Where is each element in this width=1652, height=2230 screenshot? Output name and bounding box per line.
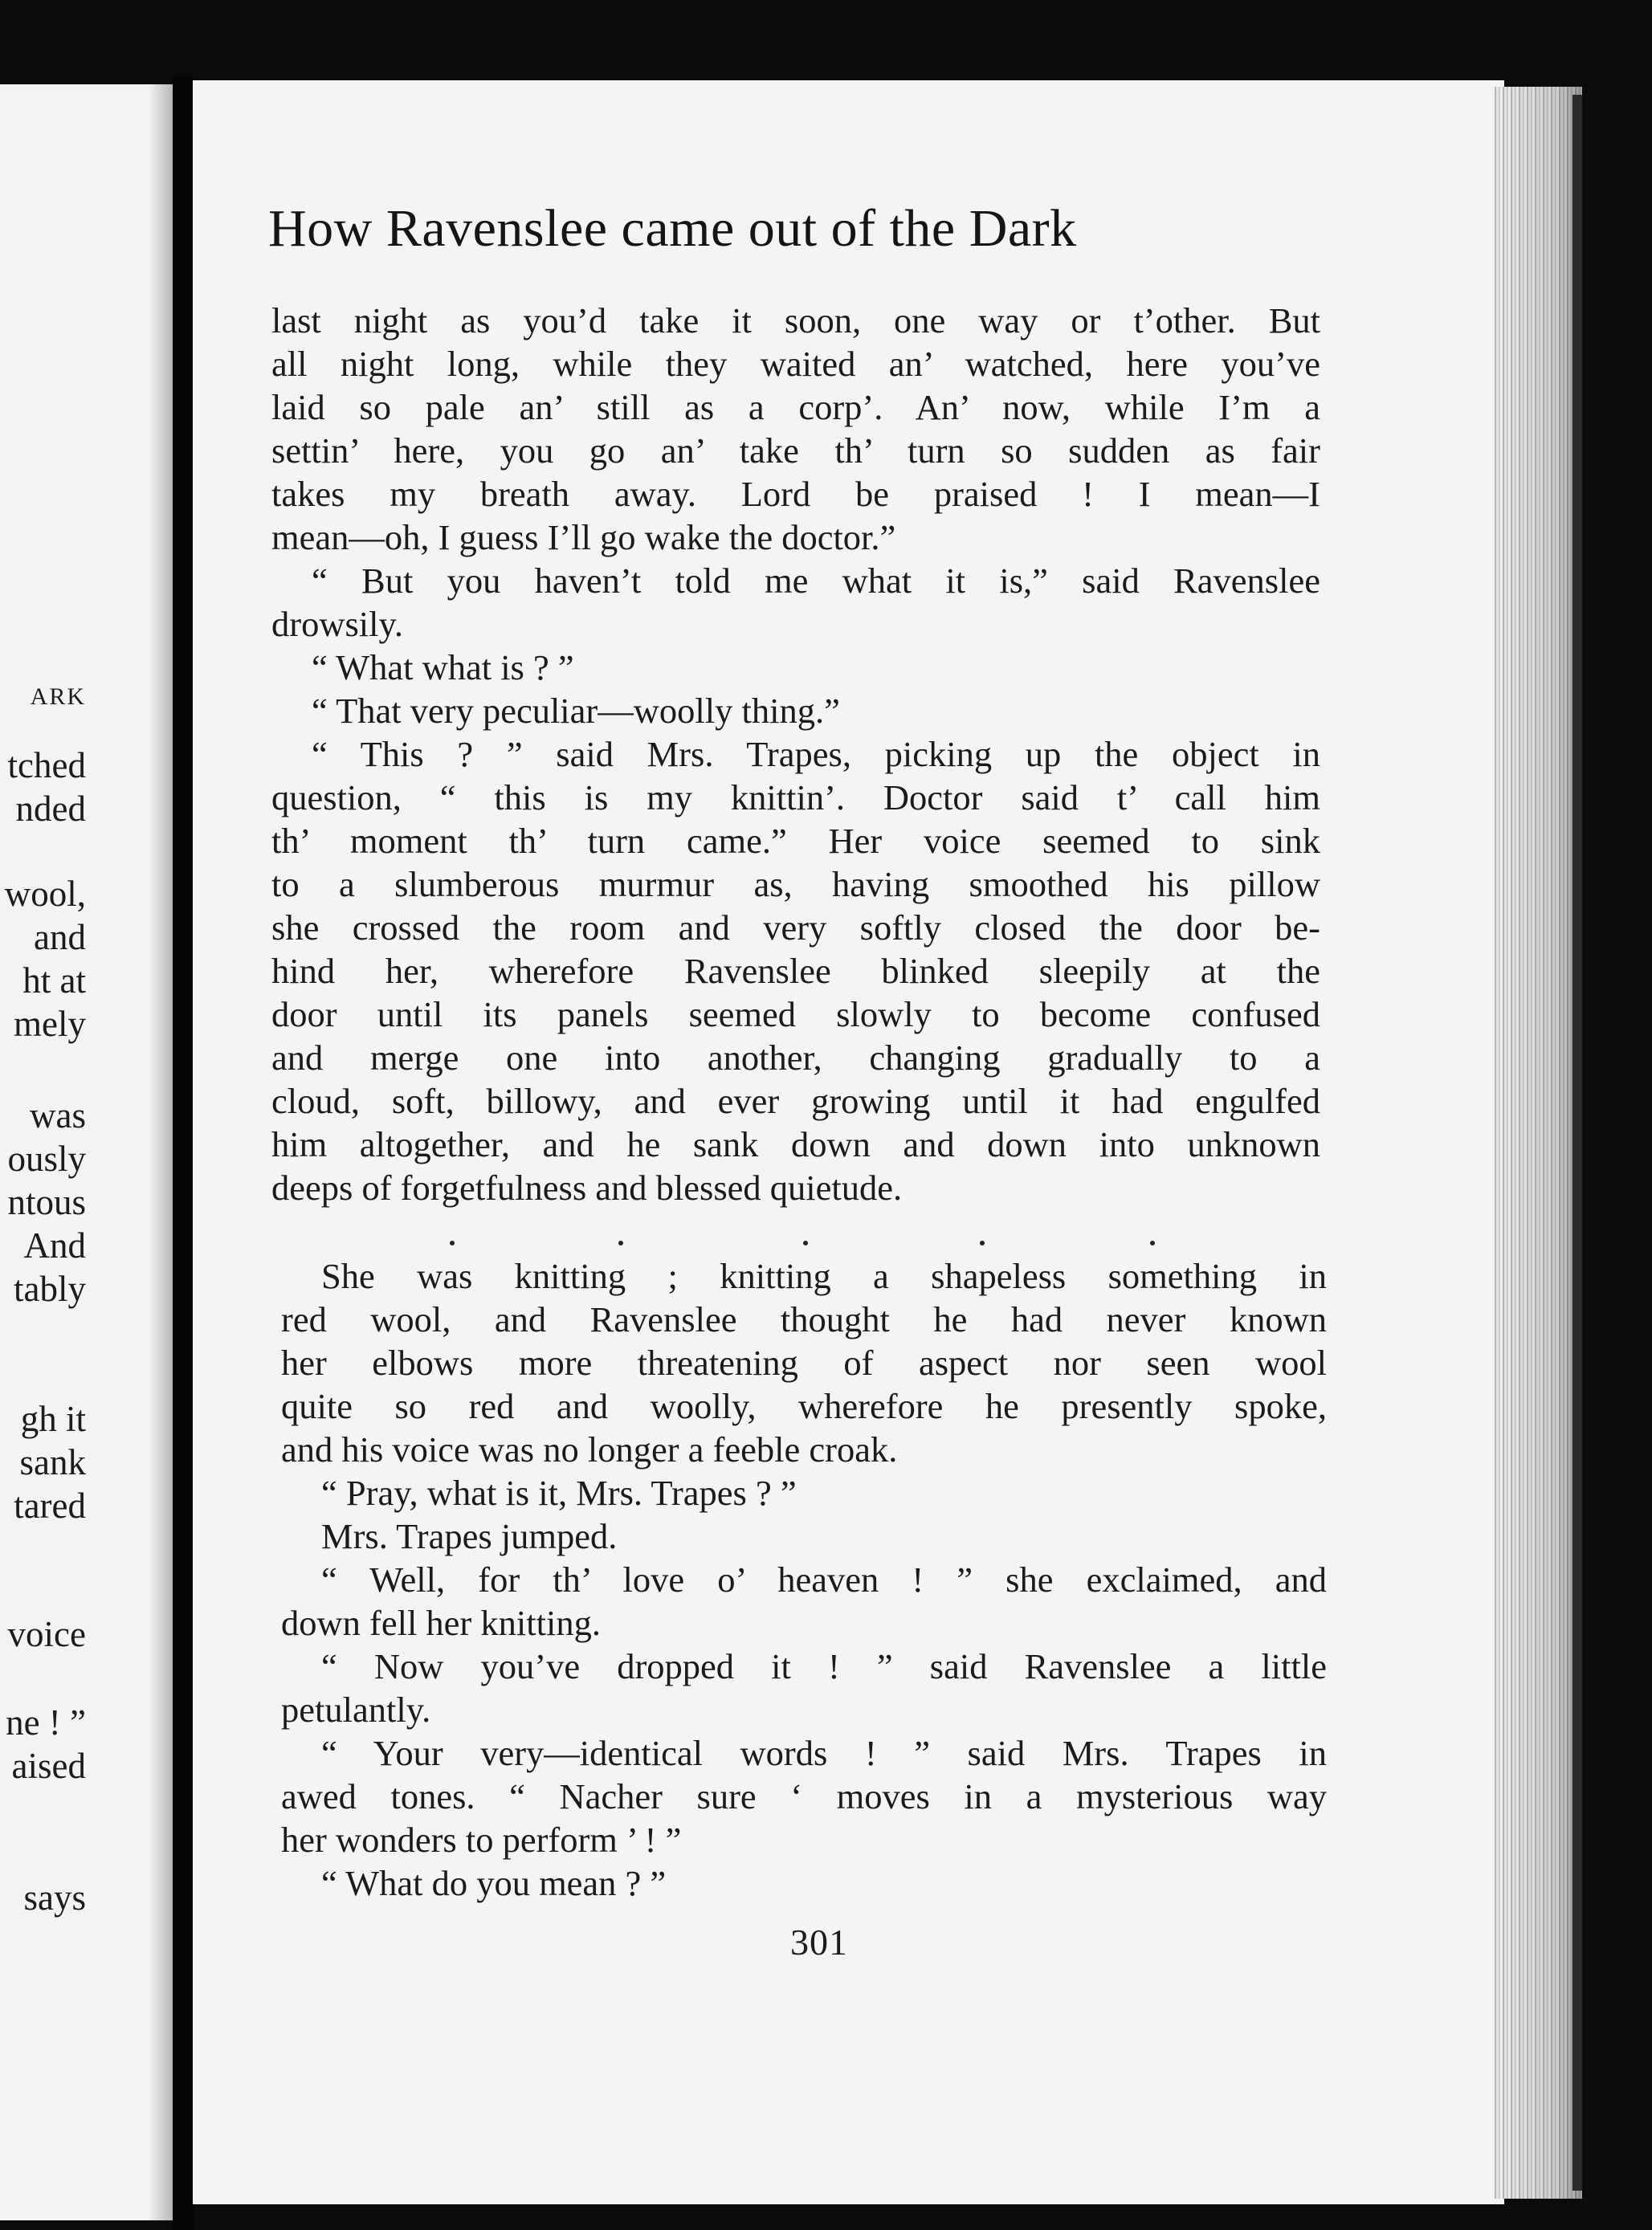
- section-break-dot: [803, 1241, 808, 1245]
- book-spine-gutter: [173, 76, 194, 2230]
- text-line: and his voice was no longer a feeble croak.: [281, 1429, 898, 1470]
- text-line: cloud, soft, billowy, and ever growing until it had engulfed: [271, 1081, 1320, 1121]
- facing-text-fragment: voice: [7, 1614, 86, 1654]
- facing-text-fragment: tably: [14, 1269, 86, 1309]
- facing-text-fragment: aised: [11, 1746, 86, 1786]
- text-line: laid so pale an’ still as a corp’. An’ now, while I’m a: [271, 387, 1320, 427]
- text-line: “ That very peculiar—woolly thing.”: [312, 691, 840, 731]
- text-line: down fell her knitting.: [281, 1603, 601, 1643]
- section-break-dot: [450, 1241, 455, 1245]
- text-line: to a slumberous murmur as, having smoothed his pillow: [271, 864, 1320, 904]
- facing-text-fragment: mely: [14, 1004, 86, 1044]
- text-line: petulantly.: [281, 1690, 431, 1730]
- body-text-block-1: [271, 299, 1320, 1209]
- facing-text-fragment: ously: [7, 1139, 86, 1179]
- text-line: and merge one into another, changing gradually to a: [271, 1038, 1320, 1078]
- facing-text-fragment: tched: [7, 745, 86, 785]
- text-line: question, “ this is my knittin’. Doctor said t’ call him: [271, 777, 1320, 817]
- text-line: red wool, and Ravenslee thought he had never known: [281, 1299, 1327, 1339]
- text-line: th’ moment th’ turn came.” Her voice seemed to sink: [271, 821, 1320, 861]
- text-line: hind her, wherefore Ravenslee blinked sleepily at the: [271, 951, 1320, 991]
- text-line: mean—oh, I guess I’ll go wake the doctor.”: [271, 517, 896, 557]
- facing-text-fragment: was: [30, 1095, 86, 1135]
- facing-text-fragment: says: [23, 1877, 86, 1918]
- page-edges-shading: [1492, 87, 1582, 2199]
- page-edge-border: [1572, 95, 1582, 2191]
- running-head: How Ravenslee came out of the Dark: [268, 199, 1077, 258]
- text-line: Mrs. Trapes jumped.: [321, 1516, 618, 1556]
- facing-page: [0, 84, 173, 2220]
- facing-text-fragment: and: [34, 917, 86, 957]
- text-line: she crossed the room and very softly closed the door be-: [271, 907, 1320, 948]
- facing-text-fragment: ht at: [22, 960, 86, 1001]
- text-line: him altogether, and he sank down and down into unknown: [271, 1124, 1320, 1164]
- section-break-dot: [980, 1241, 985, 1245]
- text-line: “ What do you mean ? ”: [321, 1863, 667, 1903]
- text-line: her wonders to perform ’ ! ”: [281, 1820, 682, 1860]
- facing-text-fragment: gh it: [20, 1399, 86, 1439]
- facing-running-head-fragment: ARK: [30, 683, 86, 710]
- body-text-block-2: [281, 1254, 1327, 1905]
- text-line: door until its panels seemed slowly to become confused: [271, 994, 1320, 1034]
- text-line: “ Your very—identical words ! ” said Mrs. Trapes in: [321, 1733, 1327, 1773]
- text-line: deeps of forgetfulness and blessed quietude.: [271, 1168, 903, 1208]
- facing-text-fragment: nded: [15, 789, 86, 829]
- page-number: 301: [790, 1922, 848, 1963]
- section-break-dot: [1150, 1241, 1155, 1245]
- text-line: awed tones. “ Nacher sure ‘ moves in a mysterious way: [281, 1776, 1327, 1816]
- facing-text-fragment: sank: [19, 1442, 86, 1482]
- text-line: “ Pray, what is it, Mrs. Trapes ? ”: [321, 1473, 797, 1513]
- text-line: all night long, while they waited an’ watched, here you’ve: [271, 344, 1320, 384]
- facing-text-fragment: ntous: [7, 1182, 86, 1222]
- text-line: drowsily.: [271, 604, 403, 644]
- text-line: “ What what is ? ”: [312, 647, 574, 687]
- facing-text-fragment: ne ! ”: [6, 1702, 86, 1743]
- text-line: last night as you’d take it soon, one way or t’other. But: [271, 300, 1320, 340]
- text-line: settin’ here, you go an’ take th’ turn so sudden as fair: [271, 430, 1320, 471]
- facing-text-fragment: tared: [14, 1486, 86, 1526]
- text-line: her elbows more threatening of aspect nor seen wool: [281, 1343, 1327, 1383]
- text-line: “ Well, for th’ love o’ heaven ! ” she exclaimed, and: [321, 1559, 1327, 1600]
- text-line: “ This ? ” said Mrs. Trapes, picking up the object in: [312, 734, 1320, 774]
- facing-text-fragment: wool,: [4, 874, 86, 914]
- text-line: takes my breath away. Lord be praised ! I mean—I: [271, 474, 1320, 514]
- text-line: quite so red and woolly, wherefore he presently spoke,: [281, 1386, 1327, 1426]
- facing-text-fragment: And: [23, 1225, 86, 1266]
- text-line: “ Now you’ve dropped it ! ” said Ravenslee a little: [321, 1646, 1327, 1686]
- section-break-dot: [618, 1241, 623, 1245]
- text-line: “ But you haven’t told me what it is,” said Ravenslee: [312, 561, 1320, 601]
- gutter-shadow: [149, 84, 173, 2220]
- text-line: She was knitting ; knitting a shapeless something in: [321, 1256, 1327, 1296]
